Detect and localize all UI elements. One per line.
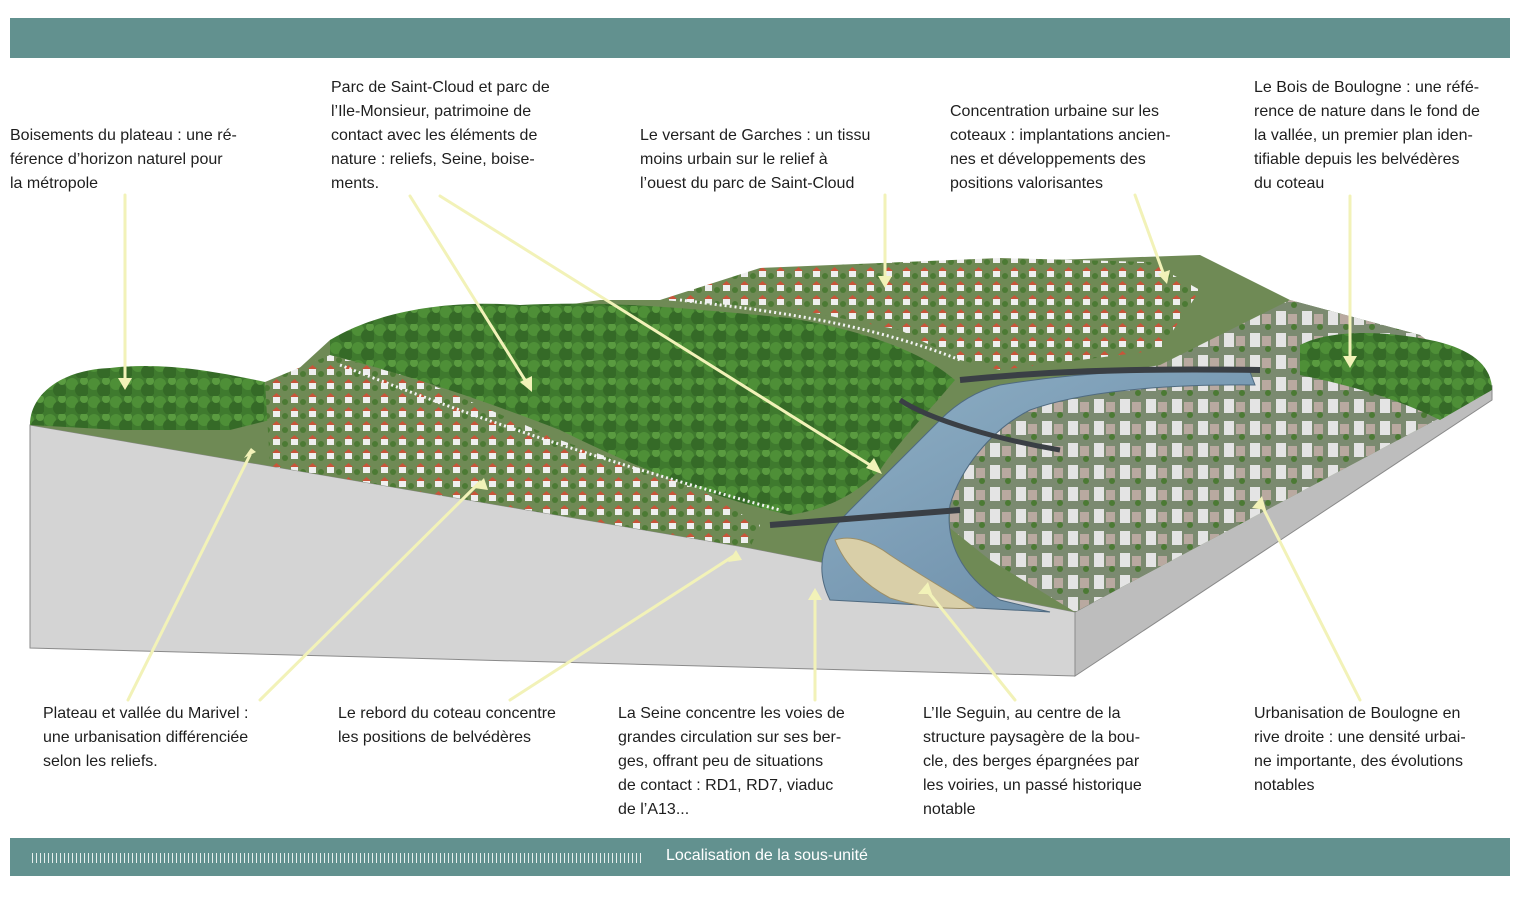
footer-label: Localisation de la sous-unité (666, 847, 868, 864)
annotation-boulogne: Urbanisation de Boulogne en rive droite : une densité urbai- ne importante, des évolutions notables (1254, 705, 1466, 794)
annotation-rebord-coteau: Le rebord du coteau concentre les positions de belvédères (338, 705, 556, 746)
scale-ticks (32, 853, 644, 863)
annotation-garches-slope: Le versant de Garches : un tissu moins urbain sur le relief à l’ouest du parc de Saint-Cloud (640, 127, 871, 192)
annotation-seine: La Seine concentre les voies de grandes circulation sur ses ber- ges, offrant peu de situations de contact : RD1, RD7, viaduc de l’A13... (618, 705, 845, 818)
annotation-plateau-woods: Boisements du plateau : une ré- férence d’horizon naturel pour la métropole (10, 127, 237, 192)
callout-line-boulogne (1260, 502, 1360, 700)
annotation-saint-cloud-park: Parc de Saint-Cloud et parc de l’Ile-Monsieur, patrimoine de contact avec les éléments de nature : reliefs, Seine, boise- ments. (331, 79, 550, 192)
plateau-woods (30, 366, 270, 430)
annotation-marivel: Plateau et vallée du Marivel : une urbanisation différenciée selon les reliefs. (43, 705, 249, 770)
bottom-banner (10, 838, 1510, 876)
annotation-bois-de-boulogne: Le Bois de Boulogne : une réfé- rence de nature dans le fond de la vallée, un premier plan iden- tifiable depuis les belvédères du coteau (1254, 79, 1480, 192)
annotation-urban-coteaux: Concentration urbaine sur les coteaux : implantations ancien- nes et développements des positions valorisantes (950, 103, 1171, 192)
annotation-ile-seguin: L’Ile Seguin, au centre de la structure paysagère de la bou- cle, des berges épargnées par les voiries, un passé historique notable (923, 705, 1142, 818)
